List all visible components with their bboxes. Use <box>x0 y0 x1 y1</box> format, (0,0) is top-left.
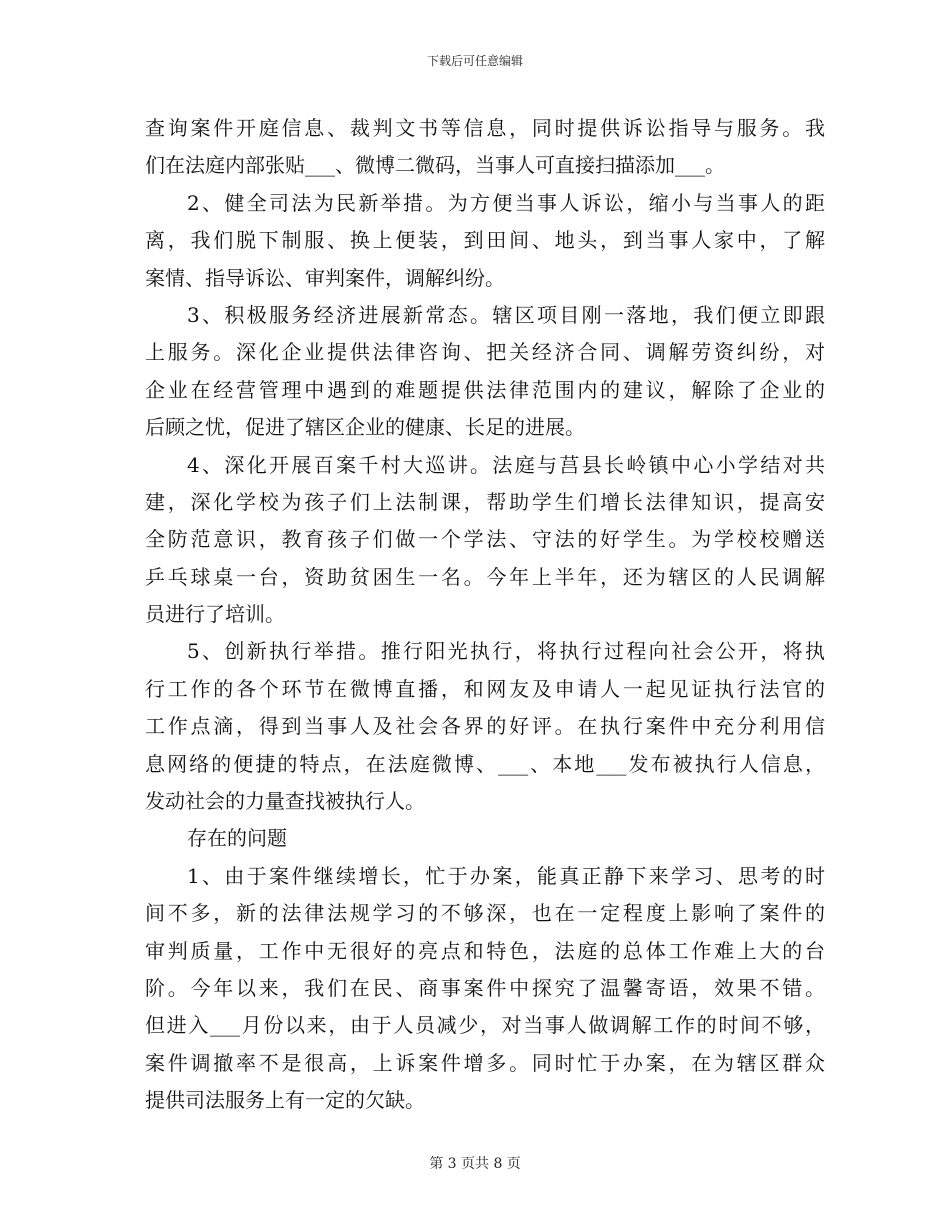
text-line: 乒乓球桌一台，资助贫困生一名。今年上半年，还为辖区的人民调解 <box>145 564 825 589</box>
text-line: 存在的问题 <box>187 826 287 851</box>
text-line: 后顾之忧，促进了辖区企业的健康、长足的进展。 <box>145 415 585 440</box>
page-footer: 第 3 页共 8 页 <box>429 1156 521 1172</box>
text-line: 阶。今年以来，我们在民、商事案件中探究了温馨寄语，效果不错。 <box>145 975 825 1000</box>
text-line: 3、积极服务经济进展新常态。辖区项目刚一落地，我们便立即跟 <box>187 302 825 327</box>
text-line: 上服务。深化企业提供法律咨询、把关经济合同、调解劳资纠纷，对 <box>145 340 825 365</box>
text-line: 员进行了培训。 <box>145 602 285 627</box>
text-line: 间不多，新的法律法规学习的不够深，也在一定程度上影响了案件的 <box>145 901 825 926</box>
text-line: 案情、指导诉讼、审判案件，调解纠纷。 <box>145 265 505 290</box>
text-line: 全防范意识，教育孩子们做一个学法、守法的好学生。为学校校赠送 <box>145 527 825 552</box>
text-line: 们在法庭内部张贴___、微博二微码，当事人可直接扫描添加___。 <box>145 153 725 178</box>
text-line: 提供司法服务上有一定的欠缺。 <box>145 1088 425 1113</box>
page-header: 下载后可任意编辑 <box>426 54 523 68</box>
text-line: 5、创新执行举措。推行阳光执行，将执行过程向社会公开，将执 <box>187 639 825 664</box>
text-line: 息网络的便捷的特点，在法庭微博、___、本地___发布被执行人信息， <box>145 751 825 776</box>
text-line: 发动社会的力量查找被执行人。 <box>145 789 425 814</box>
text-line: 行工作的各个环节在微博直播，和网友及申请人一起见证执行法官的 <box>145 676 825 701</box>
text-line: 查询案件开庭信息、裁判文书等信息，同时提供诉讼指导与服务。我 <box>145 116 825 140</box>
text-line: 工作点滴，得到当事人及社会各界的好评。在执行案件中充分利用信 <box>145 714 825 739</box>
text-line: 1、由于案件继续增长，忙于办案，能真正静下来学习、思考的时 <box>187 863 825 888</box>
document-body <box>145 110 825 1120</box>
text-line: 审判质量，工作中无很好的亮点和特色，法庭的总体工作难上大的台 <box>145 938 825 963</box>
text-line: 建，深化学校为孩子们上法制课，帮助学生们增长法律知识，提高安 <box>145 489 825 514</box>
text-line: 2、健全司法为民新举措。为方便当事人诉讼，缩小与当事人的距 <box>187 190 825 215</box>
text-line: 离，我们脱下制服、换上便装，到田间、地头，到当事人家中，了解 <box>145 228 825 253</box>
text-line: 但进入___月份以来，由于人员减少，对当事人做调解工作的时间不够， <box>145 1013 825 1038</box>
text-line: 企业在经营管理中遇到的难题提供法律范围内的建议，解除了企业的 <box>145 377 825 402</box>
text-line: 案件调撤率不是很高，上诉案件增多。同时忙于办案，在为辖区群众 <box>145 1050 825 1075</box>
text-line: 4、深化开展百案千村大巡讲。法庭与莒县长岭镇中心小学结对共 <box>187 452 825 477</box>
